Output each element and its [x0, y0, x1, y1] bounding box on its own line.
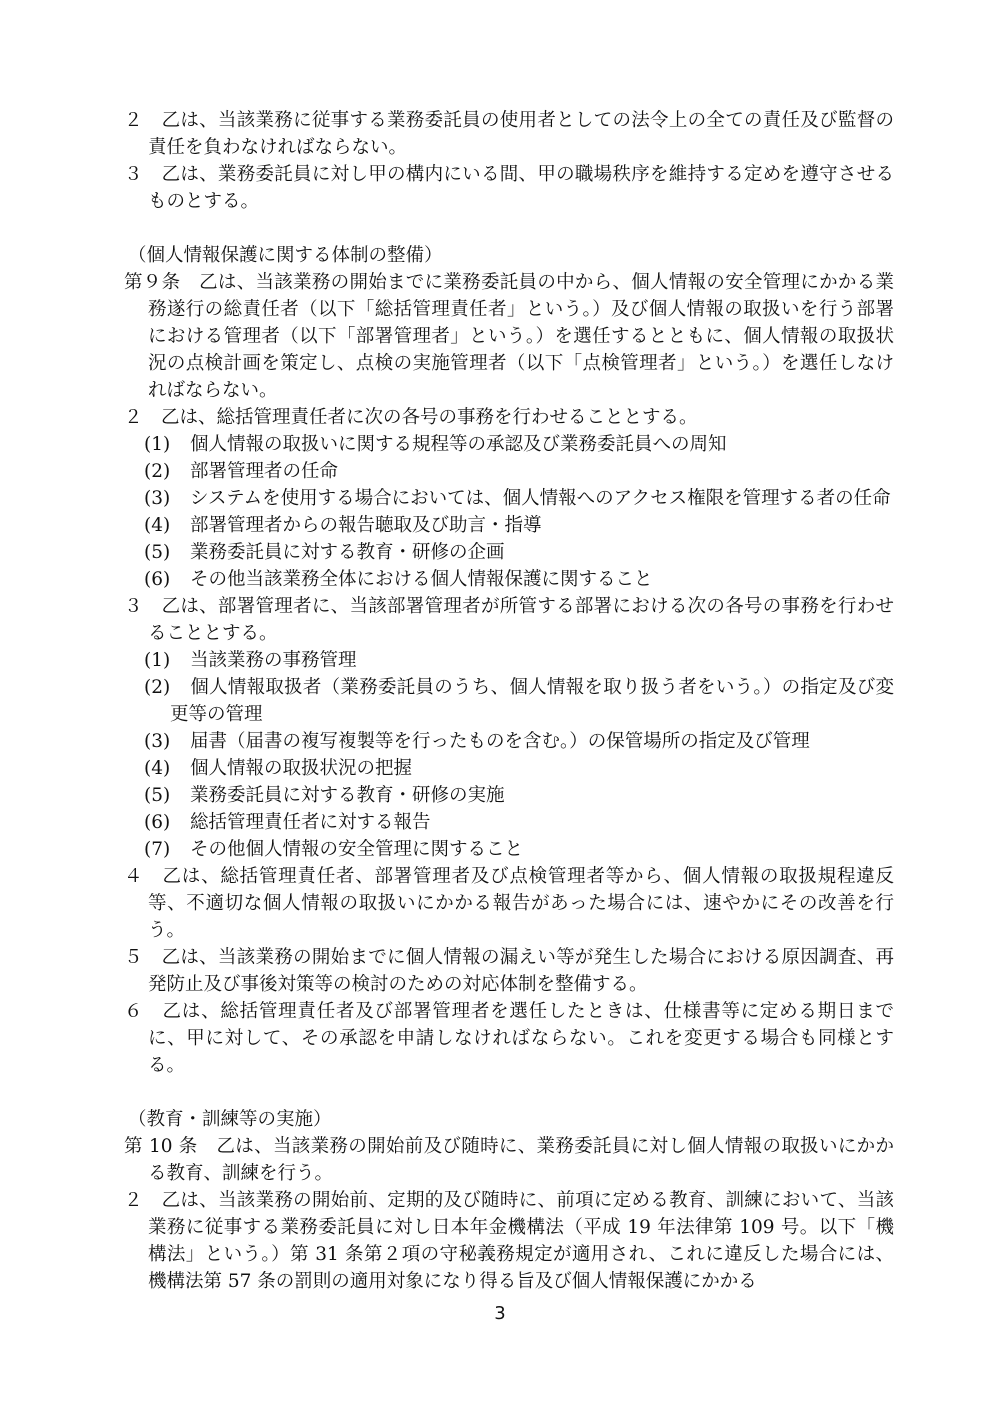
- list-item-number: (4): [144, 758, 171, 779]
- list-item: [124, 647, 894, 674]
- list-item-number: (2): [144, 677, 171, 698]
- paragraph: ２ 乙は、当該業務の開始前、定期的及び随時に、前項に定める教育、訓練において、当該業務に従事する業務委託員に対し日本年金機構法（平成 19 年法律第 109 号。以下「機構法」という。）第 31 条第２項の守秘義務規定が適用され、これに違反した場合には、機構法第 57 条の罰則の適用対象になり得る旨及び個人情報保護にかかる: [124, 1190, 894, 1292]
- list-item: [124, 674, 894, 728]
- paragraph: 第 10 条 乙は、当該業務の開始前及び随時に、業務委託員に対し個人情報の取扱いにかかる教育、訓練を行う。: [124, 1136, 894, 1184]
- list-item: [124, 782, 894, 809]
- paragraph: ５ 乙は、当該業務の開始までに個人情報の漏えい等が発生した場合における原因調査、再発防止及び事後対策等の検討のための対応体制を整備する。: [124, 947, 894, 995]
- list-item-text: その他個人情報の安全管理に関すること: [190, 839, 524, 860]
- list-item-number: (3): [144, 488, 171, 509]
- paragraph: ４ 乙は、総括管理責任者、部署管理者及び点検管理者等から、個人情報の取扱規程違反等、不適切な個人情報の取扱いにかかる報告があった場合には、速やかにその改善を行う。: [124, 866, 894, 941]
- list-item-text: 部署管理者の任命: [190, 461, 339, 482]
- list-item: [124, 836, 894, 863]
- list-item-text: 個人情報の取扱いに関する規程等の承認及び業務委託員への周知: [190, 434, 727, 455]
- list-item-text: 業務委託員に対する教育・研修の企画: [190, 542, 505, 563]
- list-item-number: (5): [144, 542, 171, 563]
- paragraph: 第９条 乙は、当該業務の開始までに業務委託員の中から、個人情報の安全管理にかかる業務遂行の総責任者（以下「総括管理責任者」という。）及び個人情報の取扱いを行う部署における管理者（以下「部署管理者」という。）を選任するとともに、個人情報の取扱状況の点検計画を策定し、点検の実施管理者（以下「点検管理者」という。）を選任しなければならない。: [124, 272, 894, 401]
- list-item: [124, 566, 894, 593]
- list-item-number: (1): [144, 434, 171, 455]
- paragraph: ３ 乙は、業務委託員に対し甲の構内にいる間、甲の職場秩序を維持する定めを遵守させるものとする。: [124, 164, 894, 212]
- list-item: [124, 512, 894, 539]
- paragraph: ６ 乙は、総括管理責任者及び部署管理者を選任したときは、仕様書等に定める期日までに、甲に対して、その承認を申請しなければならない。これを変更する場合も同様とする。: [124, 1001, 894, 1076]
- list-item-number: (1): [144, 650, 171, 671]
- section-heading: （個人情報保護に関する体制の整備）: [128, 245, 443, 266]
- paragraph: ３ 乙は、部署管理者に、当該部署管理者が所管する部署における次の各号の事務を行わせることとする。: [124, 596, 894, 644]
- list-item-number: (4): [144, 515, 171, 536]
- list-item: [124, 539, 894, 566]
- list-item: [124, 728, 894, 755]
- paragraph: ２ 乙は、当該業務に従事する業務委託員の使用者としての法令上の全ての責任及び監督の責任を負わなければならない。: [124, 110, 894, 158]
- section-heading: （教育・訓練等の実施）: [128, 1109, 332, 1130]
- list-item-number: (7): [144, 839, 171, 860]
- list-item-text: 部署管理者からの報告聴取及び助言・指導: [190, 515, 542, 536]
- list-item-number: (6): [144, 569, 171, 590]
- list-item-text: 個人情報取扱者（業務委託員のうち、個人情報を取り扱う者をいう。）の指定及び変更等の管理: [170, 677, 894, 725]
- list-item-text: 当該業務の事務管理: [190, 650, 357, 671]
- paragraph: ２ 乙は、総括管理責任者に次の各号の事務を行わせることとする。: [124, 407, 698, 428]
- list-item: [124, 809, 894, 836]
- list-item: [124, 755, 894, 782]
- list-item: [124, 485, 894, 512]
- list-item-text: 総括管理責任者に対する報告: [190, 812, 431, 833]
- list-item-text: システムを使用する場合においては、個人情報へのアクセス権限を管理する者の任命: [190, 488, 891, 509]
- list-item-text: 個人情報の取扱状況の把握: [190, 758, 413, 779]
- list-item-text: その他当該業務全体における個人情報保護に関すること: [190, 569, 653, 590]
- list-item-number: (5): [144, 785, 171, 806]
- list-item-number: (6): [144, 812, 171, 833]
- document-body: [124, 107, 894, 1295]
- list-item-number: (3): [144, 731, 171, 752]
- list-item-number: (2): [144, 461, 171, 482]
- page-number: 3: [494, 1303, 506, 1324]
- list-item-text: 届書（届書の複写複製等を行ったものを含む。）の保管場所の指定及び管理: [190, 731, 810, 752]
- list-item: [124, 458, 894, 485]
- list-item: [124, 431, 894, 458]
- list-item-text: 業務委託員に対する教育・研修の実施: [190, 785, 505, 806]
